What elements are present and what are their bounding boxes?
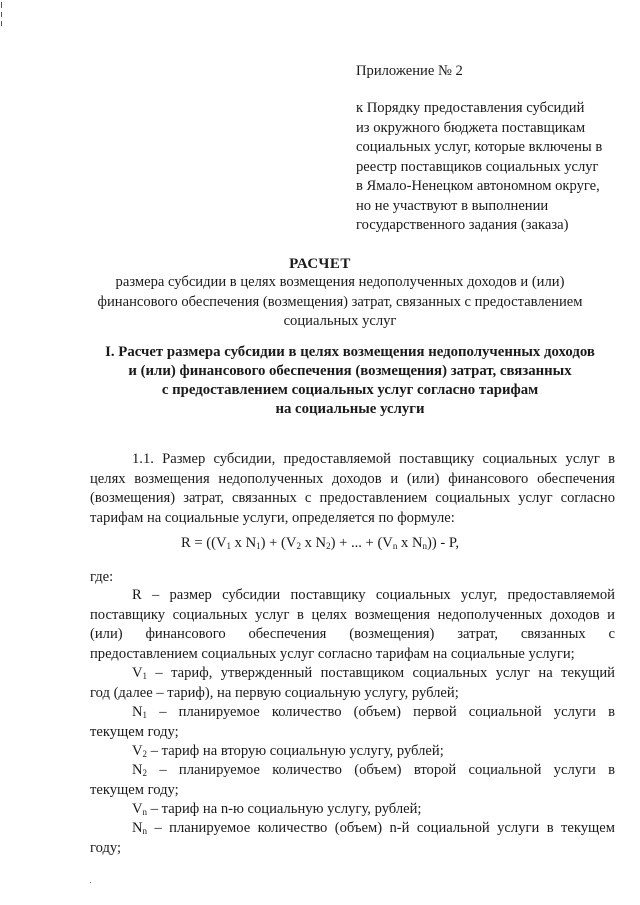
heading-line: с предоставлением социальных услуг согласно тарифам bbox=[161, 382, 539, 398]
section-heading bbox=[90, 343, 610, 419]
definition-v1: $V_1$ – тариф, утвержденный поставщиком социальных услуг на текущий год (далее – тариф), на первую социальную услугу, рублей; bbox=[90, 665, 615, 701]
definition-n2: $N_2$ – планируемое количество (объем) второй социальной услуги в текущем году; bbox=[90, 762, 615, 798]
document-subtitle bbox=[90, 273, 590, 332]
appendix-line: социальных услуг, которые включены в bbox=[356, 139, 603, 155]
paragraph-line: (возмещения) затрат, связанных с предоставлением социальных услуг согласно bbox=[90, 490, 615, 506]
subtitle-line: социальных услуг bbox=[283, 313, 397, 329]
appendix-line: в Ямало-Ненецком автономном округе, bbox=[356, 178, 600, 194]
paragraph-line: тарифам на социальные услуги, определяется по формуле: bbox=[90, 509, 455, 526]
scan-edge-marks bbox=[0, 0, 4, 30]
scan-dot bbox=[90, 882, 91, 883]
heading-line: на социальные услуги bbox=[275, 401, 425, 417]
definition-nn: $N_n$ – планируемое количество (объем) n-й социальной услуги в текущем году; bbox=[90, 820, 615, 856]
subtitle-line: финансового обеспечения (возмещения) затрат, связанных с предоставлением bbox=[97, 293, 583, 310]
subtitle-line: размера субсидии в целях возмещения недополученных доходов и (или) bbox=[115, 274, 565, 290]
definition-r: R – размер субсидии поставщику социальных услуг, предоставляемой поставщику социальных услуг в целях возмещения недополученных доходов и (или) финансового обеспечения (возмещения) затрат, связанных с предоставлением социальных услуг согласно тарифам на социальные услуги; bbox=[90, 587, 615, 662]
appendix-line: реестр поставщиков социальных услуг bbox=[356, 158, 599, 175]
where-label: где: bbox=[90, 569, 114, 585]
heading-line: I. Расчет размера субсидии в целях возмещения недополученных доходов bbox=[105, 344, 595, 360]
formula: $R = ((V_1$ x $N_1) + (V_2$ x $N_2$) + ... + ($V_n$ x $N_n$)) - P, bbox=[180, 535, 460, 551]
appendix-title: Приложение № 2 bbox=[356, 63, 463, 79]
paragraph-1-1 bbox=[90, 450, 615, 528]
paragraph-line: 1.1. Размер субсидии, предоставляемой поставщику социальных услуг в bbox=[132, 451, 615, 467]
definition-v2: $V_2$ – тариф на вторую социальную услугу, рублей; bbox=[132, 743, 444, 759]
heading-line: и (или) финансового обеспечения (возмещения) затрат, связанных bbox=[128, 363, 572, 379]
appendix-line: из окружного бюджета поставщикам bbox=[356, 119, 586, 136]
document-title: РАСЧЕТ bbox=[289, 256, 351, 272]
appendix-line: к Порядку предоставления субсидий bbox=[356, 100, 585, 116]
definition-vn: $V_n$ – тариф на n-ю социальную услугу, рублей; bbox=[132, 801, 422, 817]
appendix-line: но не участвуют в выполнении bbox=[356, 197, 549, 214]
appendix-reference bbox=[356, 99, 626, 236]
paragraph-line: целях возмещения недополученных доходов и (или) финансового обеспечения bbox=[90, 470, 615, 487]
definition-n1: $N_1$ – планируемое количество (объем) первой социальной услуги в текущем году; bbox=[90, 704, 615, 740]
appendix-line: государственного задания (заказа) bbox=[356, 217, 569, 233]
